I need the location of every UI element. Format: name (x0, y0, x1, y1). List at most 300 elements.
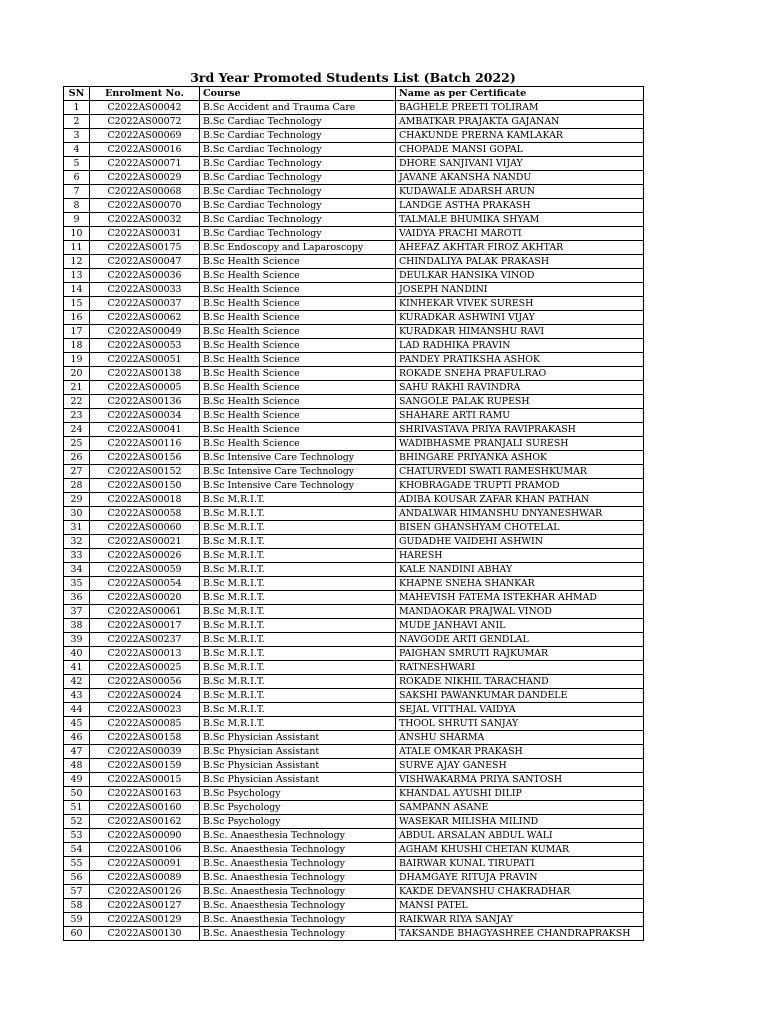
cell-enrolment: C2022AS00023 (90, 703, 200, 717)
cell-name: ROKADE NIKHIL TARACHAND (396, 675, 644, 689)
cell-name: RATNESHWARI (396, 661, 644, 675)
table-row (64, 549, 644, 563)
cell-sn: 7 (64, 185, 90, 199)
cell-enrolment: C2022AS00068 (90, 185, 200, 199)
table-row (64, 871, 644, 885)
table-row (64, 717, 644, 731)
cell-sn: 13 (64, 269, 90, 283)
table-row (64, 185, 644, 199)
cell-name: SAHU RAKHI RAVINDRA (396, 381, 644, 395)
cell-enrolment: C2022AS00175 (90, 241, 200, 255)
cell-enrolment: C2022AS00090 (90, 829, 200, 843)
cell-sn: 26 (64, 451, 90, 465)
cell-sn: 9 (64, 213, 90, 227)
page-title: 3rd Year Promoted Students List (Batch 2022) (190, 70, 516, 85)
cell-course: B.Sc Health Science (200, 395, 396, 409)
cell-name: CHATURVEDI SWATI RAMESHKUMAR (396, 465, 644, 479)
cell-sn: 50 (64, 787, 90, 801)
cell-course: B.Sc M.R.I.T. (200, 563, 396, 577)
cell-course: B.Sc Physician Assistant (200, 745, 396, 759)
cell-course: B.Sc Physician Assistant (200, 731, 396, 745)
cell-name: LANDGE ASTHA PRAKASH (396, 199, 644, 213)
cell-course: B.Sc Psychology (200, 815, 396, 829)
table-row (64, 423, 644, 437)
cell-name: PANDEY PRATIKSHA ASHOK (396, 353, 644, 367)
cell-course: B.Sc Health Science (200, 409, 396, 423)
cell-name: KURADKAR HIMANSHU RAVI (396, 325, 644, 339)
table-row (64, 647, 644, 661)
cell-course: B.Sc Cardiac Technology (200, 199, 396, 213)
cell-course: B.Sc M.R.I.T. (200, 521, 396, 535)
cell-name: KHANDAL AYUSHI DILIP (396, 787, 644, 801)
cell-enrolment: C2022AS00047 (90, 255, 200, 269)
cell-sn: 31 (64, 521, 90, 535)
cell-enrolment: C2022AS00160 (90, 801, 200, 815)
cell-enrolment: C2022AS00037 (90, 297, 200, 311)
cell-enrolment: C2022AS00017 (90, 619, 200, 633)
cell-course: B.Sc M.R.I.T. (200, 675, 396, 689)
cell-course: B.Sc Cardiac Technology (200, 157, 396, 171)
cell-sn: 40 (64, 647, 90, 661)
cell-name: SAKSHI PAWANKUMAR DANDELE (396, 689, 644, 703)
cell-name: JAVANE AKANSHA NANDU (396, 171, 644, 185)
cell-enrolment: C2022AS00138 (90, 367, 200, 381)
table-row (64, 381, 644, 395)
cell-name: ROKADE SNEHA PRAFULRAO (396, 367, 644, 381)
cell-sn: 32 (64, 535, 90, 549)
cell-sn: 16 (64, 311, 90, 325)
cell-sn: 24 (64, 423, 90, 437)
cell-enrolment: C2022AS00016 (90, 143, 200, 157)
cell-course: B.Sc Health Science (200, 311, 396, 325)
cell-enrolment: C2022AS00162 (90, 815, 200, 829)
cell-course: B.Sc Health Science (200, 255, 396, 269)
cell-course: B.Sc. Anaesthesia Technology (200, 899, 396, 913)
cell-name: TALMALE BHUMIKA SHYAM (396, 213, 644, 227)
table-row (64, 745, 644, 759)
cell-enrolment: C2022AS00072 (90, 115, 200, 129)
cell-name: SHRIVASTAVA PRIYA RAVIPRAKASH (396, 423, 644, 437)
cell-sn: 54 (64, 843, 90, 857)
cell-name: ATALE OMKAR PRAKASH (396, 745, 644, 759)
cell-enrolment: C2022AS00025 (90, 661, 200, 675)
cell-sn: 34 (64, 563, 90, 577)
cell-enrolment: C2022AS00036 (90, 269, 200, 283)
table-row (64, 367, 644, 381)
table-row (64, 409, 644, 423)
table-row (64, 213, 644, 227)
cell-enrolment: C2022AS00060 (90, 521, 200, 535)
cell-course: B.Sc M.R.I.T. (200, 493, 396, 507)
cell-name: SEJAL VITTHAL VAIDYA (396, 703, 644, 717)
table-row (64, 605, 644, 619)
table-row (64, 689, 644, 703)
cell-course: B.Sc Cardiac Technology (200, 129, 396, 143)
cell-sn: 11 (64, 241, 90, 255)
cell-enrolment: C2022AS00106 (90, 843, 200, 857)
table-row (64, 731, 644, 745)
cell-enrolment: C2022AS00127 (90, 899, 200, 913)
cell-course: B.Sc M.R.I.T. (200, 703, 396, 717)
cell-sn: 52 (64, 815, 90, 829)
cell-name: LAD RADHIKA PRAVIN (396, 339, 644, 353)
cell-sn: 38 (64, 619, 90, 633)
cell-sn: 5 (64, 157, 90, 171)
cell-course: B.Sc. Anaesthesia Technology (200, 871, 396, 885)
cell-sn: 56 (64, 871, 90, 885)
cell-course: B.Sc M.R.I.T. (200, 549, 396, 563)
cell-sn: 43 (64, 689, 90, 703)
cell-enrolment: C2022AS00033 (90, 283, 200, 297)
cell-sn: 44 (64, 703, 90, 717)
cell-course: B.Sc Health Science (200, 353, 396, 367)
cell-sn: 20 (64, 367, 90, 381)
cell-name: ANSHU SHARMA (396, 731, 644, 745)
table-row (64, 885, 644, 899)
cell-sn: 19 (64, 353, 90, 367)
table-row (64, 563, 644, 577)
cell-name: KALE NANDINI ABHAY (396, 563, 644, 577)
cell-course: B.Sc M.R.I.T. (200, 661, 396, 675)
cell-course: B.Sc Psychology (200, 801, 396, 815)
cell-name: JOSEPH NANDINI (396, 283, 644, 297)
cell-course: B.Sc Cardiac Technology (200, 213, 396, 227)
cell-sn: 2 (64, 115, 90, 129)
cell-name: DEULKAR HANSIKA VINOD (396, 269, 644, 283)
cell-name: KURADKAR ASHWINI VIJAY (396, 311, 644, 325)
cell-sn: 12 (64, 255, 90, 269)
cell-sn: 55 (64, 857, 90, 871)
column-header-sn: SN (64, 87, 90, 101)
cell-course: B.Sc M.R.I.T. (200, 605, 396, 619)
cell-name: AMBATKAR PRAJAKTA GAJANAN (396, 115, 644, 129)
cell-enrolment: C2022AS00136 (90, 395, 200, 409)
cell-course: B.Sc Health Science (200, 297, 396, 311)
cell-sn: 28 (64, 479, 90, 493)
cell-enrolment: C2022AS00053 (90, 339, 200, 353)
cell-enrolment: C2022AS00059 (90, 563, 200, 577)
cell-enrolment: C2022AS00091 (90, 857, 200, 871)
cell-sn: 3 (64, 129, 90, 143)
cell-name: KUDAWALE ADARSH ARUN (396, 185, 644, 199)
table-row (64, 297, 644, 311)
column-header-name: Name as per Certificate (396, 87, 644, 101)
cell-name: KINHEKAR VIVEK SURESH (396, 297, 644, 311)
cell-course: B.Sc Health Science (200, 367, 396, 381)
table-row (64, 857, 644, 871)
cell-course: B.Sc Psychology (200, 787, 396, 801)
cell-course: B.Sc Endoscopy and Laparoscopy (200, 241, 396, 255)
cell-name: THOOL SHRUTI SANJAY (396, 717, 644, 731)
cell-sn: 14 (64, 283, 90, 297)
cell-course: B.Sc Health Science (200, 381, 396, 395)
cell-enrolment: C2022AS00237 (90, 633, 200, 647)
table-row (64, 927, 644, 941)
cell-sn: 30 (64, 507, 90, 521)
cell-course: B.Sc M.R.I.T. (200, 591, 396, 605)
cell-enrolment: C2022AS00069 (90, 129, 200, 143)
cell-sn: 46 (64, 731, 90, 745)
header-row (64, 87, 644, 101)
cell-name: WASEKAR MILISHA MILIND (396, 815, 644, 829)
cell-name: AHEFAZ AKHTAR FIROZ AKHTAR (396, 241, 644, 255)
cell-enrolment: C2022AS00041 (90, 423, 200, 437)
cell-name: KHOBRAGADE TRUPTI PRAMOD (396, 479, 644, 493)
cell-course: B.Sc. Anaesthesia Technology (200, 885, 396, 899)
cell-sn: 21 (64, 381, 90, 395)
cell-course: B.Sc M.R.I.T. (200, 507, 396, 521)
cell-sn: 48 (64, 759, 90, 773)
cell-sn: 29 (64, 493, 90, 507)
table-row (64, 465, 644, 479)
cell-enrolment: C2022AS00156 (90, 451, 200, 465)
table-row (64, 913, 644, 927)
cell-enrolment: C2022AS00129 (90, 913, 200, 927)
table-row (64, 269, 644, 283)
cell-course: B.Sc Intensive Care Technology (200, 479, 396, 493)
table-row (64, 815, 644, 829)
cell-name: DHORE SANJIVANI VIJAY (396, 157, 644, 171)
table-row (64, 451, 644, 465)
table-row (64, 843, 644, 857)
cell-course: B.Sc. Anaesthesia Technology (200, 913, 396, 927)
cell-course: B.Sc Physician Assistant (200, 773, 396, 787)
table-row (64, 227, 644, 241)
cell-sn: 25 (64, 437, 90, 451)
cell-name: SHAHARE ARTI RAMU (396, 409, 644, 423)
cell-sn: 6 (64, 171, 90, 185)
cell-course: B.Sc M.R.I.T. (200, 647, 396, 661)
table-row (64, 311, 644, 325)
cell-enrolment: C2022AS00152 (90, 465, 200, 479)
table-row (64, 157, 644, 171)
cell-name: NAVGODE ARTI GENDLAL (396, 633, 644, 647)
cell-enrolment: C2022AS00013 (90, 647, 200, 661)
table-row (64, 591, 644, 605)
cell-name: RAIKWAR RIYA SANJAY (396, 913, 644, 927)
table-row (64, 437, 644, 451)
cell-name: ABDUL ARSALAN ABDUL WALI (396, 829, 644, 843)
cell-name: MUDE JANHAVI ANIL (396, 619, 644, 633)
cell-name: PAIGHAN SMRUTI RAJKUMAR (396, 647, 644, 661)
cell-enrolment: C2022AS00159 (90, 759, 200, 773)
cell-sn: 53 (64, 829, 90, 843)
table-row (64, 829, 644, 843)
column-header-enrolment: Enrolment No. (90, 87, 200, 101)
table-row (64, 507, 644, 521)
cell-course: B.Sc Cardiac Technology (200, 227, 396, 241)
cell-name: SANGOLE PALAK RUPESH (396, 395, 644, 409)
cell-sn: 37 (64, 605, 90, 619)
cell-enrolment: C2022AS00032 (90, 213, 200, 227)
table-row (64, 521, 644, 535)
table-row (64, 703, 644, 717)
cell-name: BHINGARE PRIYANKA ASHOK (396, 451, 644, 465)
cell-course: B.Sc Accident and Trauma Care (200, 101, 396, 115)
cell-enrolment: C2022AS00042 (90, 101, 200, 115)
cell-sn: 36 (64, 591, 90, 605)
table-row (64, 255, 644, 269)
cell-enrolment: C2022AS00158 (90, 731, 200, 745)
table-row (64, 759, 644, 773)
cell-enrolment: C2022AS00150 (90, 479, 200, 493)
cell-enrolment: C2022AS00054 (90, 577, 200, 591)
cell-course: B.Sc Health Science (200, 325, 396, 339)
cell-sn: 47 (64, 745, 90, 759)
cell-name: MANDAOKAR PRAJWAL VINOD (396, 605, 644, 619)
cell-sn: 8 (64, 199, 90, 213)
cell-sn: 41 (64, 661, 90, 675)
cell-enrolment: C2022AS00163 (90, 787, 200, 801)
cell-course: B.Sc M.R.I.T. (200, 717, 396, 731)
table-row (64, 535, 644, 549)
cell-course: B.Sc Intensive Care Technology (200, 451, 396, 465)
cell-course: B.Sc M.R.I.T. (200, 619, 396, 633)
cell-name: BAIRWAR KUNAL TIRUPATI (396, 857, 644, 871)
cell-sn: 51 (64, 801, 90, 815)
table-row (64, 773, 644, 787)
cell-course: B.Sc. Anaesthesia Technology (200, 927, 396, 941)
cell-name: KAKDE DEVANSHU CHAKRADHAR (396, 885, 644, 899)
cell-course: B.Sc Cardiac Technology (200, 171, 396, 185)
table-row (64, 101, 644, 115)
cell-enrolment: C2022AS00039 (90, 745, 200, 759)
cell-name: KHAPNE SNEHA SHANKAR (396, 577, 644, 591)
table-row (64, 171, 644, 185)
cell-name: BISEN GHANSHYAM CHOTELAL (396, 521, 644, 535)
cell-enrolment: C2022AS00026 (90, 549, 200, 563)
cell-name: MAHEVISH FATEMA ISTEKHAR AHMAD (396, 591, 644, 605)
cell-sn: 1 (64, 101, 90, 115)
cell-name: CHINDALIYA PALAK PRAKASH (396, 255, 644, 269)
table-row (64, 577, 644, 591)
table-row (64, 493, 644, 507)
table-row (64, 353, 644, 367)
cell-enrolment: C2022AS00126 (90, 885, 200, 899)
cell-course: B.Sc M.R.I.T. (200, 535, 396, 549)
cell-sn: 18 (64, 339, 90, 353)
table-row (64, 675, 644, 689)
cell-name: CHAKUNDE PRERNA KAMLAKAR (396, 129, 644, 143)
cell-enrolment: C2022AS00029 (90, 171, 200, 185)
cell-enrolment: C2022AS00085 (90, 717, 200, 731)
table-row (64, 241, 644, 255)
cell-course: B.Sc Cardiac Technology (200, 143, 396, 157)
cell-course: B.Sc M.R.I.T. (200, 633, 396, 647)
table-row (64, 339, 644, 353)
cell-name: TAKSANDE BHAGYASHREE CHANDRAPRAKSH (396, 927, 644, 941)
cell-course: B.Sc Physician Assistant (200, 759, 396, 773)
cell-name: ADIBA KOUSAR ZAFAR KHAN PATHAN (396, 493, 644, 507)
cell-enrolment: C2022AS00015 (90, 773, 200, 787)
cell-sn: 39 (64, 633, 90, 647)
cell-course: B.Sc M.R.I.T. (200, 689, 396, 703)
cell-course: B.Sc. Anaesthesia Technology (200, 829, 396, 843)
table-row (64, 143, 644, 157)
cell-course: B.Sc Intensive Care Technology (200, 465, 396, 479)
cell-name: HARESH (396, 549, 644, 563)
table-body (64, 101, 644, 941)
table-row (64, 633, 644, 647)
cell-name: VISHWAKARMA PRIYA SANTOSH (396, 773, 644, 787)
cell-enrolment: C2022AS00021 (90, 535, 200, 549)
cell-enrolment: C2022AS00058 (90, 507, 200, 521)
cell-enrolment: C2022AS00056 (90, 675, 200, 689)
cell-name: MANSI PATEL (396, 899, 644, 913)
cell-enrolment: C2022AS00061 (90, 605, 200, 619)
cell-enrolment: C2022AS00005 (90, 381, 200, 395)
cell-sn: 58 (64, 899, 90, 913)
cell-enrolment: C2022AS00034 (90, 409, 200, 423)
students-table (63, 86, 644, 941)
cell-sn: 45 (64, 717, 90, 731)
cell-sn: 15 (64, 297, 90, 311)
cell-enrolment: C2022AS00089 (90, 871, 200, 885)
cell-sn: 35 (64, 577, 90, 591)
cell-enrolment: C2022AS00130 (90, 927, 200, 941)
cell-sn: 10 (64, 227, 90, 241)
cell-enrolment: C2022AS00116 (90, 437, 200, 451)
cell-course: B.Sc Health Science (200, 283, 396, 297)
cell-name: ANDALWAR HIMANSHU DNYANESHWAR (396, 507, 644, 521)
cell-course: B.Sc Health Science (200, 339, 396, 353)
cell-course: B.Sc. Anaesthesia Technology (200, 857, 396, 871)
table-row (64, 115, 644, 129)
cell-course: B.Sc Cardiac Technology (200, 115, 396, 129)
table-row (64, 325, 644, 339)
column-header-course: Course (200, 87, 396, 101)
cell-sn: 17 (64, 325, 90, 339)
cell-sn: 59 (64, 913, 90, 927)
cell-enrolment: C2022AS00051 (90, 353, 200, 367)
cell-enrolment: C2022AS00020 (90, 591, 200, 605)
table-header (64, 87, 644, 101)
cell-name: CHOPADE MANSI GOPAL (396, 143, 644, 157)
cell-enrolment: C2022AS00071 (90, 157, 200, 171)
cell-course: B.Sc M.R.I.T. (200, 577, 396, 591)
cell-sn: 33 (64, 549, 90, 563)
cell-name: WADIBHASME PRANJALI SURESH (396, 437, 644, 451)
cell-name: SAMPANN ASANE (396, 801, 644, 815)
table-row (64, 199, 644, 213)
cell-name: DHAMGAYE RITUJA PRAVIN (396, 871, 644, 885)
cell-sn: 60 (64, 927, 90, 941)
cell-sn: 42 (64, 675, 90, 689)
cell-enrolment: C2022AS00062 (90, 311, 200, 325)
cell-sn: 57 (64, 885, 90, 899)
table-row (64, 619, 644, 633)
cell-sn: 22 (64, 395, 90, 409)
table-row (64, 479, 644, 493)
cell-name: SURVE AJAY GANESH (396, 759, 644, 773)
table-row (64, 129, 644, 143)
cell-course: B.Sc Health Science (200, 269, 396, 283)
cell-sn: 4 (64, 143, 90, 157)
cell-course: B.Sc. Anaesthesia Technology (200, 843, 396, 857)
cell-enrolment: C2022AS00018 (90, 493, 200, 507)
table-row (64, 899, 644, 913)
cell-sn: 23 (64, 409, 90, 423)
cell-name: VAIDYA PRACHI MAROTI (396, 227, 644, 241)
cell-enrolment: C2022AS00049 (90, 325, 200, 339)
table-row (64, 787, 644, 801)
cell-sn: 49 (64, 773, 90, 787)
cell-name: AGHAM KHUSHI CHETAN KUMAR (396, 843, 644, 857)
cell-enrolment: C2022AS00070 (90, 199, 200, 213)
cell-name: GUDADHE VAIDEHI ASHWIN (396, 535, 644, 549)
table-row (64, 283, 644, 297)
table-row (64, 395, 644, 409)
